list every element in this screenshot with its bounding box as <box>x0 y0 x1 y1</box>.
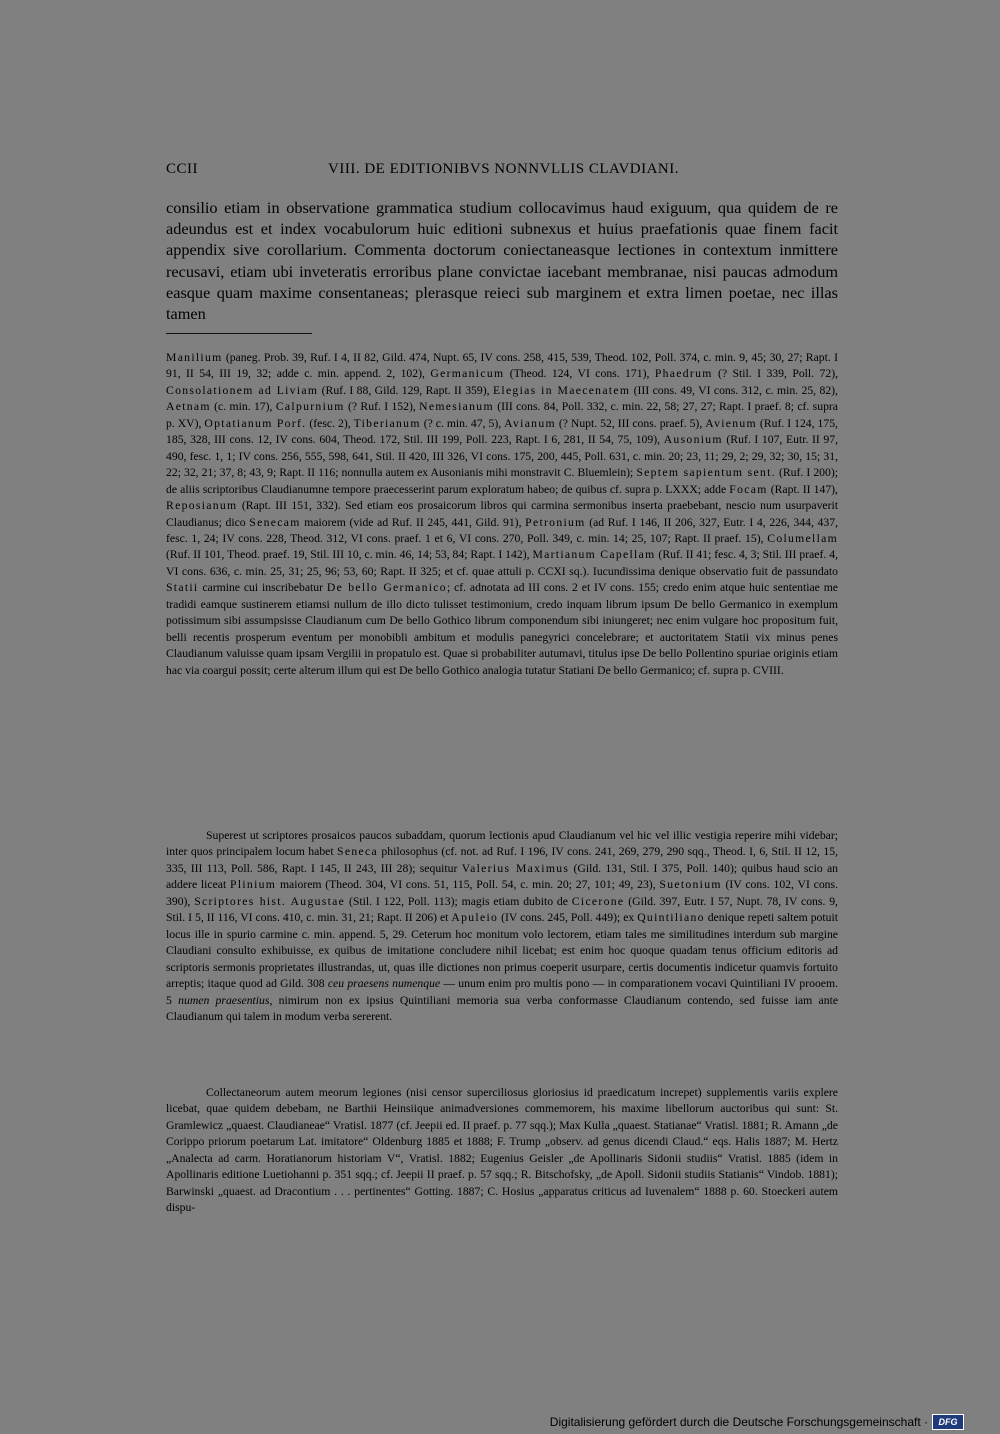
page-number: CCII <box>166 161 198 177</box>
work-title: De bello Germanico <box>326 581 447 595</box>
author-name: Ausonium <box>663 433 723 447</box>
footnote-text: (? Nupt. 52, III cons. praef. 5), <box>555 416 706 430</box>
author-name: Columellam <box>767 531 838 545</box>
footnote-text: nimirum non ex ipsius Quintiliani memoria sua verba conformasse Claudianum contendo, sed fuisse iam ante Claudianum qui talem in modum verba sererent. <box>166 993 839 1023</box>
footnote-text: maiorem (vide ad Ruf. II 245, 441, Gild. 91), <box>300 515 526 529</box>
author-name: Calpurnium <box>275 400 345 414</box>
footnote-text: (? c. min. 47, 5), <box>420 416 505 430</box>
author-name: Valerius Maximus <box>461 861 570 875</box>
author-name: Plinium <box>230 878 277 892</box>
footnote-text: (Ruf. I 200); de aliis scriptoribus Claudianumne tempore praecesserint parum exploratum habeo; de quibus cf. supra p. LXXX; adde <box>166 466 838 496</box>
footnote-text: (Rapt. III 151, 332). Sed etiam eos prosaicorum libros qui carmina sermonibus inserta praebebant, nescio num usurpaverit Claudianus; dico <box>166 499 838 529</box>
quotation: ceu praesens numenque <box>327 977 441 991</box>
author-name: Elegias in Maecenatem <box>492 383 631 397</box>
author-name: Petronium <box>525 515 586 529</box>
author-name: Seneca <box>337 845 378 859</box>
author-name: Quintiliano <box>637 911 705 925</box>
footnote-text: (III cons. 84, Poll. 332, c. min. 22, 58; 27, 27; Rapt. I praef. 8; cf. supra p. XV), <box>166 400 838 430</box>
main-text <box>166 197 838 324</box>
footnote-block-2 <box>166 828 838 1025</box>
footnote-text: (Ruf. II 41; fesc. 4, 3; Stil. III praef. 4, VI cons. 636, c. min. 25, 31; 25, 96; 53, 60; Rapt. II 325; et cf. quae attuli p. CCXI sq.). Iucundissima denique observatio fuit de passundato <box>166 548 839 578</box>
footnote-text: (Ruf. II 101, Theod. praef. 19, Stil. III 10, c. min. 46, 14; 53, 84; Rapt. I 142), <box>166 548 533 562</box>
footnote-text: (IV cons. 102, VI cons. 390), <box>166 878 838 908</box>
author-name: Senecam <box>249 515 301 529</box>
footnote-text: (Rapt. II 147), <box>767 482 838 496</box>
author-name: Reposianum <box>166 499 238 513</box>
footnote-rule <box>166 333 312 334</box>
footnote-text: (Ruf. I 88, Gild. 129, Rapt. II 359), <box>318 383 493 397</box>
footnote-paragraph-3 <box>166 1085 838 1217</box>
footnote-text: philosophus (cf. not. ad Ruf. I 196, IV cons. 241, 269, 279, 290 sqq., Theod. I, 6, Stil. II 12, 15, 335, III 113, Poll. 586, Rapt. I 145, II 243, III 28); sequitur <box>166 845 839 875</box>
footnote-block-1 <box>166 350 838 679</box>
author-name: Avienum <box>705 416 757 430</box>
author-name: Martianum Capellam <box>532 548 656 562</box>
footnote-paragraph-1 <box>166 350 838 679</box>
footnote-text: (ad Ruf. I 146, II 206, 327, Eutr. I 4, 226, 344, 437, fesc. 1, 24; IV cons. 228, Theod. 312, VI cons. praef. 1 et 6, VI cons. 270, Poll. 349, c. min. 14; 25, 107; Rapt. II praef. 15), <box>166 515 839 545</box>
main-paragraph: consilio etiam in observatione grammatica studium collocavimus haud exiguum, qua quidem de re adeundus est et index vocabulorum huic editioni subnexus et huius praefationis quae finem facit appendix sive corollarium. Commenta doctorum coniectaneasque lectiones in contextum inmittere recusavi, etiam ubi inveteratis erroribus plane convictae iacebant membranae, nisi paucas admodum easque quam maxime consentaneas; plerasque reieci sub marginem et extra limen poetae, nec illas tamen <box>166 198 838 324</box>
author-name: Apuleio <box>451 911 499 925</box>
footnote-block-3 <box>166 1085 838 1217</box>
footnote-text: (paneg. Prob. 39, Ruf. I 4, II 82, Gild. 474, Nupt. 65, IV cons. 258, 415, 539, Theod. 102, Poll. 374, c. min. 9, 45; 30, 27; Rapt. I 91, II 54, III 19, 32; adde c. min. append. 2, 102), <box>166 351 838 381</box>
author-name: Optatianum Porf. <box>204 416 307 430</box>
dfg-logo-icon: DFG <box>932 1414 964 1430</box>
footnote-text: carmine cui inscribebatur <box>198 581 327 595</box>
author-name: Germanicum <box>430 367 505 381</box>
author-name: Septem sapientum sent. <box>636 466 776 480</box>
footnote-text: (Ruf. I 124, 175, 185, 328, III cons. 12, IV cons. 604, Theod. 172, Stil. III 199, Poll. 223, Rapt. I 6, 281, II 54, 75, 109), <box>166 416 838 447</box>
footnote-text: (? Ruf. I 152), <box>344 400 420 414</box>
author-name: Consolationem ad Liviam <box>166 383 319 397</box>
footnote-text: (Stil. I 122, Poll. 113); magis etiam dubito de <box>345 894 572 908</box>
footnote-text: (Gild. 131, Stil. I 375, Poll. 140); quibus haud scio an addere liceat <box>166 861 838 892</box>
footnote-text: (Gild. 397, Eutr. I 57, Nupt. 78, IV cons. 9, Stil. I 5, II 116, VI cons. 410, c. min. 31, 21; Rapt. II 206) et <box>166 894 838 925</box>
author-name: Tiberianum <box>353 416 421 430</box>
author-name: Scriptores hist. Augustae <box>194 894 346 908</box>
author-name: Suetonium <box>659 878 722 892</box>
footnote-text: (Theod. 124, VI cons. 171), <box>504 367 655 381</box>
author-name: Phaedrum <box>654 367 713 381</box>
footer-credit: Digitalisierung gefördert durch die Deutsche Forschungsgemeinschaft · <box>549 1415 928 1429</box>
footnote-text: (fesc. 2), <box>306 416 354 430</box>
author-name: Nemesianum <box>419 400 494 414</box>
footnote-text: denique repeti saltem potuit locus ille in spurio carmine c. min. append. 5, 29. Ceterum hoc monitum volo lectorem, etiam tales me similitudines interdum sub margine Claudiani consulto exhibuisse, ex quibus de imitatione concludere nihil licebat; est enim hoc quoque quadam tenus officium editoris ad scriptoris sermonis proprietates illustrandas, ut, quas ille dictiones non primus coeperit usurpare, certis documentis indicetur quamvis fortuito arreptis; itaque quod ad Gild. 308 <box>166 911 838 991</box>
footnote-text: Superest ut scriptores prosaicos paucos subaddam, quorum lectionis apud Claudianum vel hic vel illic vestigia reperire mihi videbar; inter quos principalem locum habet <box>166 829 838 859</box>
footnote-paragraph-2 <box>166 828 838 1025</box>
running-title: VIII. DE EDITIONIBVS NONNVLLIS CLAVDIANI. <box>328 161 680 177</box>
author-name: Manilium <box>166 351 223 364</box>
footnote-text: (IV cons. 245, Poll. 449); ex <box>498 911 638 925</box>
footnote-text: (? Stil. I 339, Poll. 72), <box>712 367 839 381</box>
author-name: Aetnam <box>166 400 211 414</box>
footnote-text: — unum enim pro multis pono — in comparationem vocavi Quintiliani IV prooem. 5 <box>166 977 838 1007</box>
author-name: Focam <box>729 482 768 496</box>
author-name: Cicerone <box>571 894 625 908</box>
footnote-text: Collectaneorum autem meorum legiones (nisi censor superciliosus gloriosius id praedicatum increpet) supplementis variis explere licebat, quae quidem debebam, ne Barthii Heinsiique animadversiones commemorem, his maxime libellorum auctoribus qui sunt: St. Gramlewicz „quaest. Claudianeae“ Vratisl. 1877 (cf. Jeepii ed. II praef. p. 77 sqq.); Max Kulla „quaest. Statianae“ Vratisl. 1881; R. Amann „de Corippo priorum poetarum Lat. imitatore“ Oldenburg 1885 et 1888; F. Trump „observ. ad genus dicendi Claud.“ eqs. Halis 1887; M. Hertz „Analecta ad carm. Horatianorum historiam V“, Vratisl. 1882; Eugenius Geisler „de Apollinaris Sidonii studiis“ Vratisl. 1885 (idem in Apollinaris editione Luetiohanni p. 351 sqq.; cf. Jeepii II praef. p. 57 sqq.; R. Bitschofsky, „de Apoll. Sidonii studiis Statianis“ Vindob. 1881); Barwinski „quaest. ad Dracontium . . . pertinentes“ Gotting. 1887; C. Hosius „apparatus criticus ad Iuvenalem“ 1888 p. 60. Stoeckeri autem dispu- <box>166 1086 838 1215</box>
quotation: numen praesentius, <box>178 993 273 1007</box>
footnote-text: (c. min. 17), <box>210 400 276 414</box>
author-name: Statii <box>166 581 199 595</box>
footnote-text: (Ruf. I 107, Eutr. II 97, 490, fesc. 1, 1; IV cons. 256, 555, 598, 641, Stil. II 420, III 326, VI cons. 175, 200, 445, Poll. 631, c. min. 20; 23, 11; 29, 2; 29, 32; 30, 15; 31, 22; 32, 21; 37, 8; 43, 9; Rapt. II 116; nonnulla autem ex Ausonianis mihi monstravit C. Bluemlein); <box>166 433 838 480</box>
digitization-footer <box>550 1414 964 1430</box>
footnote-text: maiorem (Theod. 304, VI cons. 51, 115, Poll. 54, c. min. 20; 27, 101; 49, 23), <box>276 878 660 892</box>
footnote-text: (III cons. 49, VI cons. 312, c. min. 25, 82), <box>630 383 838 397</box>
footnote-text: ; cf. adnotata ad III cons. 2 et IV cons. 155; credo enim atque huic sententiae me tradidi eamque sustinerem etiamsi nullum de illo dicto tulisset testimonium, credo inquam librum ipsum De bello Germanico in exemplum potissimum sibi assumpsisse Claudianum cum De bello Gothico librum componendum sibi iniungeret; nec enim vulgare hoc propositum fuit, belli recentis prosperum eventum per monobibli ambitum et modulis panegyrici concelebrare; et auctoritatem Statii vix minus penes Claudianum valuisse quam ipsam Vergilii in propatulo est. Quae si probabiliter autumavi, titulus ipse De bello Pollentino spuriae originis etiam hac via coargui possit; certe alterum illum qui est De bello Gothico analogia tutatur Statiani De bello Germanico; cf. supra p. CVIII. <box>166 581 838 677</box>
author-name: Avianum <box>504 416 556 430</box>
page-header <box>166 161 838 181</box>
